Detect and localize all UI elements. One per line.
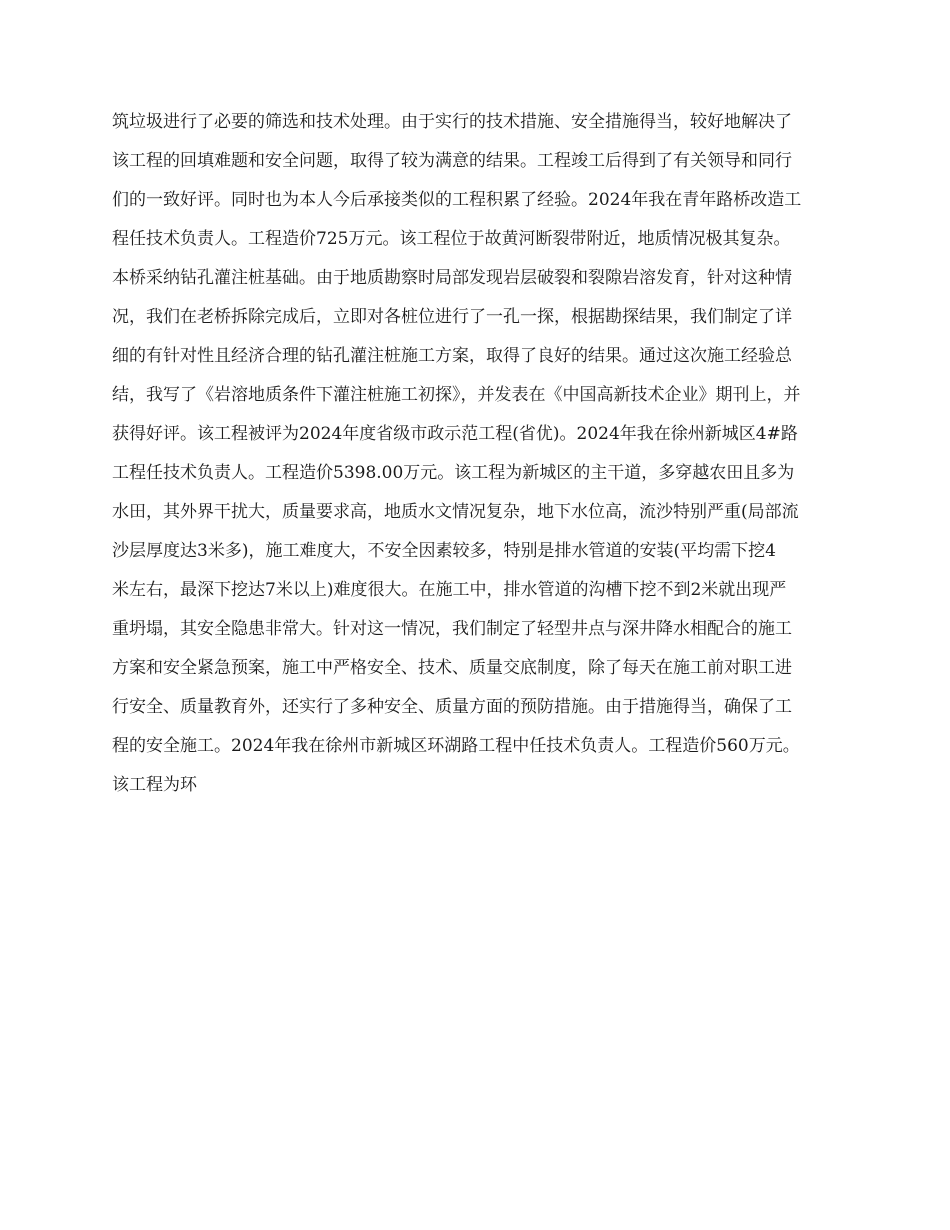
text-line: 米左右，最深下挖达7米以上)难度很大。在施工中，排水管道的沟槽下挖不到2米就出现严 — [112, 580, 787, 600]
text-line: 该工程的回填难题和安全问题，取得了较为满意的结果。工程竣工后得到了有关领导和同行 — [112, 151, 792, 171]
text-line: 细的有针对性且经济合理的钻孔灌注桩施工方案，取得了良好的结果。通过这次施工经验总 — [112, 346, 792, 366]
text-line: 重坍塌，其安全隐患非常大。针对这一情况，我们制定了轻型井点与深井降水相配合的施工 — [112, 619, 792, 639]
text-line: 程的安全施工。2024年我在徐州市新城区环湖路工程中任技术负责人。工程造价560万元。 — [112, 736, 800, 756]
text-line: 沙层厚度达3米多)，施工难度大，不安全因素较多，特别是排水管道的安装(平均需下挖4 — [112, 541, 776, 561]
text-line: 本桥采纳钻孔灌注桩基础。由于地质勘察时局部发现岩层破裂和裂隙岩溶发育，针对这种情 — [112, 268, 792, 288]
text-line: 筑垃圾进行了必要的筛选和技术处理。由于实行的技术措施、安全措施得当，较好地解决了 — [112, 112, 792, 132]
text-line: 获得好评。该工程被评为2024年度省级市政示范工程(省优)。2024年我在徐州新城区4#路 — [112, 424, 798, 444]
text-line: 水田，其外界干扰大，质量要求高，地质水文情况复杂，地下水位高，流沙特别严重(局部流 — [112, 502, 799, 522]
document-body — [112, 110, 842, 812]
text-line: 结，我写了《岩溶地质条件下灌注桩施工初探》，并发表在《中国高新技术企业》期刊上，并 — [112, 385, 801, 405]
text-line: 工程任技术负责人。工程造价5398.00万元。该工程为新城区的主干道，多穿越农田且多为 — [112, 463, 795, 483]
text-line: 程任技术负责人。工程造价725万元。该工程位于故黄河断裂带附近，地质情况极其复杂。 — [112, 229, 791, 249]
text-line: 该工程为环 — [112, 775, 197, 795]
text-line: 行安全、质量教育外，还实行了多种安全、质量方面的预防措施。由于措施得当，确保了工 — [112, 697, 792, 717]
text-line: 况，我们在老桥拆除完成后，立即对各桩位进行了一孔一探，根据勘探结果，我们制定了详 — [112, 307, 792, 327]
text-line: 们的一致好评。同时也为本人今后承接类似的工程积累了经验。2024年我在青年路桥改造工 — [112, 190, 802, 210]
text-line: 方案和安全紧急预案，施工中严格安全、技术、质量交底制度，除了每天在施工前对职工进 — [112, 658, 792, 678]
